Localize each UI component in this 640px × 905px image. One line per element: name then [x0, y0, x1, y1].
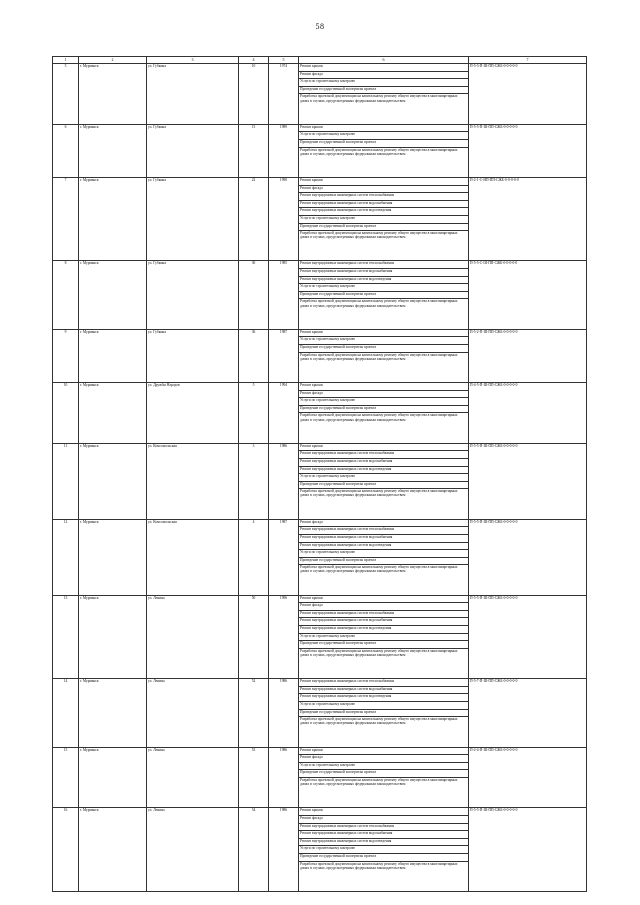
city-cell: г. Мурманск: [79, 443, 147, 519]
column-number-row: [53, 57, 587, 64]
year-cell: 1986: [269, 679, 299, 747]
city-cell: г. Мурманск: [79, 64, 147, 125]
work-type-cell: Разработка проектной документации на капитальному ремонту общего имущества в многоквартирных домах в случаях, предусмотренных федеральным законодательством: [299, 648, 469, 678]
work-type-cell: Разработка проектной документации на капитальному ремонту общего имущества в многоквартирных домах в случаях, предусмотренных федеральным законодательством: [299, 147, 469, 177]
row-number: 16: [53, 808, 79, 892]
work-type-cell: Услуги по строительному контролю: [299, 284, 469, 292]
house-number-cell: 4: [239, 519, 269, 595]
house-number-cell: 54: [239, 808, 269, 892]
work-type-cell: Ремонт крыши: [299, 443, 469, 451]
city-cell: г. Мурманск: [79, 595, 147, 679]
work-type-cell: Ремонт внутридомовых инженерных систем водоснабжения: [299, 686, 469, 694]
house-number-cell: 3: [239, 443, 269, 519]
work-type-cell: Ремонт фасада: [299, 815, 469, 823]
work-type-cell: Разработка проектной документации на капитальному ремонту общего имущества в многоквартирных домах в случаях, предусмотренных федеральным законодательством: [299, 777, 469, 807]
work-type-cell: Проведение государственной экспертизы проекта: [299, 86, 469, 94]
building-code-cell: П-5-3-П-Ш-ПП-СЖБ-0-0-0-0-0: [469, 64, 587, 125]
building-code-cell: П-4-5-П-Ш-ПП-СЖБ-0-0-0-0-0: [469, 383, 587, 444]
street-cell: ул. Комсомольская: [147, 443, 239, 519]
work-type-cell: Ремонт внутридомовых инженерных систем теплоснабжения: [299, 193, 469, 201]
building-code-cell: П-5-5-П-Ш-ПП-СЖБ-0-0-0-0-0: [469, 808, 587, 892]
row-number: 9: [53, 329, 79, 382]
work-type-cell: Ремонт внутридомовых инженерных систем водоотведения: [299, 466, 469, 474]
year-cell: 1989: [269, 124, 299, 177]
work-type-cell: Ремонт внутридомовых инженерных систем теплоснабжения: [299, 823, 469, 831]
table-row: [53, 443, 587, 451]
street-cell: ул. Губкина: [147, 124, 239, 177]
city-cell: г. Мурманск: [79, 808, 147, 892]
row-number: 15: [53, 747, 79, 808]
work-type-cell: Ремонт крыши: [299, 64, 469, 72]
work-type-cell: Проведение государственной экспертизы проекта: [299, 481, 469, 489]
year-cell: 1986: [269, 808, 299, 892]
house-number-cell: 53: [239, 747, 269, 808]
work-type-cell: Услуги по строительному контролю: [299, 702, 469, 710]
column-header: 5: [269, 57, 299, 64]
work-type-cell: Ремонт внутридомовых инженерных систем теплоснабжения: [299, 610, 469, 618]
row-number: 10: [53, 383, 79, 444]
work-type-cell: Разработка проектной документации на капитальному ремонту общего имущества в многоквартирных домах в случаях, предусмотренных федеральным законодательством: [299, 94, 469, 124]
street-cell: ул. Губкина: [147, 177, 239, 261]
house-number-cell: 10: [239, 64, 269, 125]
house-number-cell: 30: [239, 261, 269, 329]
house-number-cell: 50: [239, 595, 269, 679]
table-row: [53, 747, 587, 755]
work-type-cell: Услуги по строительному контролю: [299, 337, 469, 345]
row-number: 8: [53, 261, 79, 329]
house-number-cell: 5: [239, 383, 269, 444]
work-type-cell: Ремонт внутридомовых инженерных систем водоснабжения: [299, 534, 469, 542]
city-cell: г. Мурманск: [79, 747, 147, 808]
city-cell: г. Мурманск: [79, 261, 147, 329]
work-type-cell: Услуги по строительному контролю: [299, 79, 469, 87]
city-cell: г. Мурманск: [79, 124, 147, 177]
column-header: 6: [299, 57, 469, 64]
building-code-cell: П-5-7-П-Ш-ПП-СЖБ-0-0-0-0-0: [469, 679, 587, 747]
table-body: [53, 64, 587, 892]
work-type-cell: Ремонт крыши: [299, 329, 469, 337]
year-cell: 1986: [269, 443, 299, 519]
work-type-cell: Ремонт внутридомовых инженерных систем водоотведения: [299, 626, 469, 634]
row-number: 14: [53, 679, 79, 747]
table-row: [53, 124, 587, 132]
works-table: [52, 56, 587, 892]
table-row: [53, 177, 587, 185]
street-cell: ул. Губкина: [147, 261, 239, 329]
city-cell: г. Мурманск: [79, 679, 147, 747]
building-code-cell: П-5-5-П-Ш-ПП-СЖБ-0-0-0-0-0: [469, 519, 587, 595]
work-type-cell: Разработка проектной документации на капитальному ремонту общего имущества в многоквартирных домах в случаях, предусмотренных федеральным законодательством: [299, 565, 469, 595]
work-type-cell: Ремонт внутридомовых инженерных систем водоснабжения: [299, 269, 469, 277]
table-row: [53, 595, 587, 603]
street-cell: ул. Ленина: [147, 595, 239, 679]
work-type-cell: Ремонт внутридомовых инженерных систем водоснабжения: [299, 618, 469, 626]
street-cell: ул. Дружбы Народов: [147, 383, 239, 444]
work-type-cell: Услуги по строительному контролю: [299, 474, 469, 482]
year-cell: 1985: [269, 261, 299, 329]
work-type-cell: Ремонт внутридомовых инженерных систем теплоснабжения: [299, 679, 469, 687]
work-type-cell: Ремонт крыши: [299, 595, 469, 603]
year-cell: 1996: [269, 595, 299, 679]
street-cell: ул. Губкина: [147, 64, 239, 125]
work-type-cell: Проведение государственной экспертизы проекта: [299, 405, 469, 413]
building-code-cell: П-5-5-П-Ш-ПП-СЖБ-0-0-0-0-0: [469, 595, 587, 679]
work-type-cell: Разработка проектной документации на капитальному ремонту общего имущества в многоквартирных домах в случаях, предусмотренных федеральным законодательством: [299, 413, 469, 443]
house-number-cell: 36: [239, 329, 269, 382]
year-cell: 1994: [269, 383, 299, 444]
table-row: [53, 261, 587, 269]
street-cell: ул. Ленина: [147, 747, 239, 808]
work-type-cell: Проведение государственной экспертизы проекта: [299, 557, 469, 565]
work-type-cell: Ремонт фасада: [299, 390, 469, 398]
building-code-cell: П-5-2-П-Ш-ПП-СЖБ-0-0-0-0-0: [469, 329, 587, 382]
building-code-cell: П-5-5-П-Ш-ПП-СЖБ-0-0-0-0-0: [469, 443, 587, 519]
work-type-cell: Проведение государственной экспертизы проекта: [299, 709, 469, 717]
work-type-cell: Ремонт внутридомовых инженерных систем водоотведения: [299, 208, 469, 216]
column-header: 1: [53, 57, 79, 64]
work-type-cell: Услуги по строительному контролю: [299, 762, 469, 770]
work-type-cell: Ремонт крыши: [299, 747, 469, 755]
work-type-cell: Ремонт внутридомовых инженерных систем водоотведения: [299, 694, 469, 702]
work-type-cell: Ремонт фасада: [299, 185, 469, 193]
table-row: [53, 519, 587, 527]
work-type-cell: Разработка проектной документации на капитальному ремонту общего имущества в многоквартирных домах в случаях, предусмотренных федеральным законодательством: [299, 861, 469, 891]
work-type-cell: Разработка проектной документации на капитальному ремонту общего имущества в многоквартирных домах в случаях, предусмотренных федеральным законодательством: [299, 352, 469, 382]
year-cell: 1987: [269, 519, 299, 595]
year-cell: 1990: [269, 177, 299, 261]
work-type-cell: Ремонт внутридомовых инженерных систем теплоснабжения: [299, 261, 469, 269]
work-type-cell: Услуги по строительному контролю: [299, 846, 469, 854]
year-cell: 1987: [269, 329, 299, 382]
column-header: 2: [79, 57, 147, 64]
table-row: [53, 329, 587, 337]
year-cell: 1974: [269, 64, 299, 125]
work-type-cell: Ремонт внутридомовых инженерных систем теплоснабжения: [299, 451, 469, 459]
street-cell: ул. Губкина: [147, 329, 239, 382]
row-number: 12: [53, 519, 79, 595]
work-type-cell: Ремонт фасада: [299, 755, 469, 763]
table-row: [53, 679, 587, 687]
year-cell: 1986: [269, 747, 299, 808]
work-type-cell: Ремонт внутридомовых инженерных систем водоотведения: [299, 838, 469, 846]
work-type-cell: Разработка проектной документации на капитальному ремонту общего имущества в многоквартирных домах в случаях, предусмотренных федеральным законодательством: [299, 231, 469, 261]
work-type-cell: Ремонт крыши: [299, 124, 469, 132]
building-code-cell: П-2-4-П-Ш-ПП-СЖБ-0-0-0-0-0: [469, 747, 587, 808]
row-number: 5: [53, 64, 79, 125]
work-type-cell: Услуги по строительному контролю: [299, 550, 469, 558]
row-number: 6: [53, 124, 79, 177]
work-type-cell: Проведение государственной экспертизы проекта: [299, 853, 469, 861]
work-type-cell: Услуги по строительному контролю: [299, 215, 469, 223]
street-cell: ул. Комсомольская: [147, 519, 239, 595]
table-row: [53, 808, 587, 816]
work-type-cell: Проведение государственной экспертизы проекта: [299, 770, 469, 778]
page-number: 58: [315, 22, 325, 31]
work-type-cell: Ремонт фасада: [299, 519, 469, 527]
city-cell: г. Мурманск: [79, 519, 147, 595]
work-type-cell: Проведение государственной экспертизы проекта: [299, 641, 469, 649]
work-type-cell: Разработка проектной документации на капитальному ремонту общего имущества в многоквартирных домах в случаях, предусмотренных федеральным законодательством: [299, 717, 469, 747]
work-type-cell: Разработка проектной документации на капитальному ремонту общего имущества в многоквартирных домах в случаях, предусмотренных федеральным законодательством: [299, 489, 469, 519]
work-type-cell: Ремонт внутридомовых инженерных систем водоотведения: [299, 276, 469, 284]
work-type-cell: Ремонт внутридомовых инженерных систем теплоснабжения: [299, 527, 469, 535]
building-code-cell: П-5-5-П-Ш-ПП-СЖБ-0-0-0-0-0: [469, 124, 587, 177]
work-type-cell: Ремонт внутридомовых инженерных систем водоснабжения: [299, 458, 469, 466]
table-row: [53, 383, 587, 391]
work-type-cell: Услуги по строительному контролю: [299, 132, 469, 140]
work-type-cell: Ремонт фасада: [299, 71, 469, 79]
work-type-cell: Проведение государственной экспертизы проекта: [299, 223, 469, 231]
work-type-cell: Ремонт крыши: [299, 383, 469, 391]
work-type-cell: Ремонт крыши: [299, 808, 469, 816]
work-type-cell: Разработка проектной документации на капитальному ремонту общего имущества в многоквартирных домах в случаях, предусмотренных федеральным законодательством: [299, 299, 469, 329]
work-type-cell: Проведение государственной экспертизы проекта: [299, 291, 469, 299]
building-code-cell: П-2-1-С-ИП-ПП-СЖБ-0-0-0-0-0: [469, 177, 587, 261]
work-type-cell: Ремонт крыши: [299, 177, 469, 185]
work-type-cell: Проведение государственной экспертизы проекта: [299, 345, 469, 353]
column-header: 3: [147, 57, 239, 64]
city-cell: г. Мурманск: [79, 329, 147, 382]
work-type-cell: Ремонт внутридомовых инженерных систем водоснабжения: [299, 200, 469, 208]
row-number: 13: [53, 595, 79, 679]
city-cell: г. Мурманск: [79, 383, 147, 444]
house-number-cell: 15: [239, 124, 269, 177]
work-type-cell: Ремонт внутридомовых инженерных систем водоснабжения: [299, 831, 469, 839]
work-type-cell: Проведение государственной экспертизы проекта: [299, 139, 469, 147]
city-cell: г. Мурманск: [79, 177, 147, 261]
column-header: 4: [239, 57, 269, 64]
building-code-cell: П-5-5-С-Ш-ПП-СЖБ-0-0-0-0-0: [469, 261, 587, 329]
row-number: 11: [53, 443, 79, 519]
house-number-cell: 52: [239, 679, 269, 747]
work-type-cell: Ремонт фасада: [299, 603, 469, 611]
table-row: [53, 64, 587, 72]
street-cell: ул. Ленина: [147, 808, 239, 892]
work-type-cell: Услуги по строительному контролю: [299, 633, 469, 641]
work-type-cell: Ремонт внутридомовых инженерных систем водоотведения: [299, 542, 469, 550]
work-type-cell: Услуги по строительному контролю: [299, 398, 469, 406]
house-number-cell: 22: [239, 177, 269, 261]
row-number: 7: [53, 177, 79, 261]
street-cell: ул. Ленина: [147, 679, 239, 747]
column-header: 7: [469, 57, 587, 64]
